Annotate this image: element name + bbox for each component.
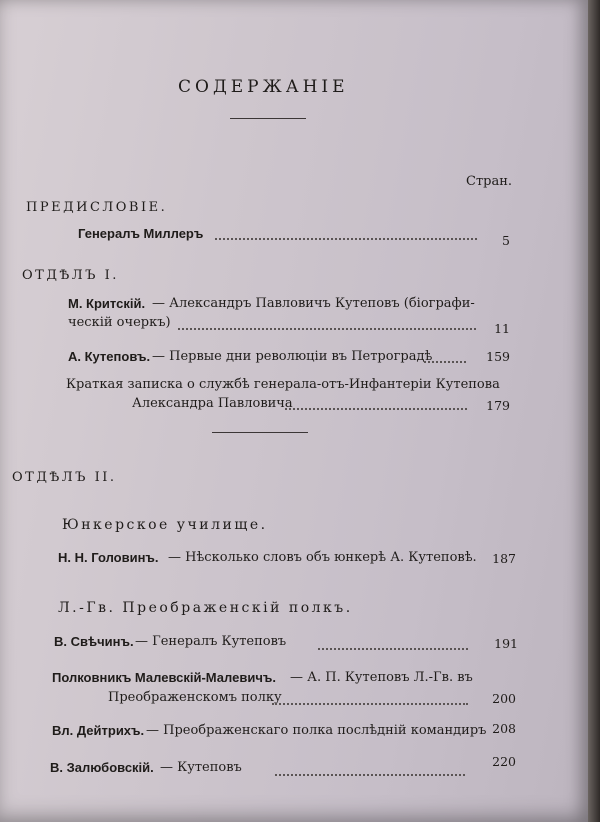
toc-entry-author: М. Критскій. (68, 296, 146, 311)
page-column-label: Стран. (466, 174, 513, 189)
toc-entry-title: — Преображенскаго полка послѣдній командиръ (146, 723, 487, 738)
toc-entry-author: Генералъ Миллеръ (78, 226, 204, 241)
toc-entry-title: — А. П. Кутеповъ Л.-Гв. въ (290, 670, 473, 685)
toc-entry-title: — Нѣсколько словъ объ юнкерѣ А. Кутеповѣ. (168, 550, 477, 565)
dot-leader (285, 408, 467, 410)
toc-entry-page: 159 (486, 349, 510, 364)
toc-entry-title-cont: Александра Павловича (132, 396, 293, 411)
toc-entry-title: — Первые дни революціи въ Петроградѣ (152, 349, 433, 364)
dot-leader (272, 703, 468, 705)
toc-entry-title: — Александръ Павловичъ Кутеповъ (біографи- (152, 296, 475, 311)
toc-entry-page: 220 (492, 754, 516, 769)
toc-entry-author: В. Залюбовскій. (50, 760, 154, 775)
dot-leader (178, 328, 476, 330)
section-divider (212, 432, 308, 433)
toc-entry-title: Краткая записка о службѣ генерала-отъ-Инфантеріи Кутепова (66, 377, 500, 392)
toc-entry-page: 191 (494, 636, 518, 651)
section-2-heading: ОТДѢЛЪ II. (12, 470, 117, 485)
book-spine (588, 0, 600, 822)
dot-leader (424, 361, 466, 363)
title-divider (230, 118, 306, 119)
toc-entry-title: — Генералъ Кутеповъ (135, 634, 287, 649)
dot-leader (275, 774, 465, 776)
toc-entry-author: Полковникъ Малевскій-Малевичъ. (52, 670, 276, 685)
toc-entry-author: А. Кутеповъ. (68, 349, 151, 364)
subsection-heading: Л.-Гв. Преображенскій полкъ. (58, 600, 353, 616)
toc-entry-page: 200 (492, 691, 516, 706)
section-1-heading: ОТДѢЛЪ I. (22, 268, 119, 283)
toc-entry-author: В. Свѣчинъ. (54, 634, 134, 649)
toc-entry-title: — Кутеповъ (160, 760, 242, 775)
dot-leader (215, 238, 477, 240)
preface-heading: ПРЕДИСЛОВІЕ. (26, 200, 168, 215)
toc-entry-page: 11 (494, 321, 510, 336)
toc-entry-page: 208 (492, 721, 516, 736)
toc-entry-title-cont: Преображенскомъ полку (108, 690, 282, 705)
toc-entry-page: 5 (502, 233, 510, 248)
toc-entry-page: 179 (486, 398, 510, 413)
toc-entry-page: 187 (492, 551, 516, 566)
toc-entry-author: Вл. Дейтрихъ. (52, 723, 145, 738)
toc-entry-author: Н. Н. Головинъ. (58, 550, 159, 565)
toc-entry-title-cont: ческій очеркъ) (68, 315, 171, 330)
page-title: СОДЕРЖАНІЕ (178, 77, 349, 97)
dot-leader (318, 648, 468, 650)
subsection-heading: Юнкерское училище. (62, 517, 268, 533)
